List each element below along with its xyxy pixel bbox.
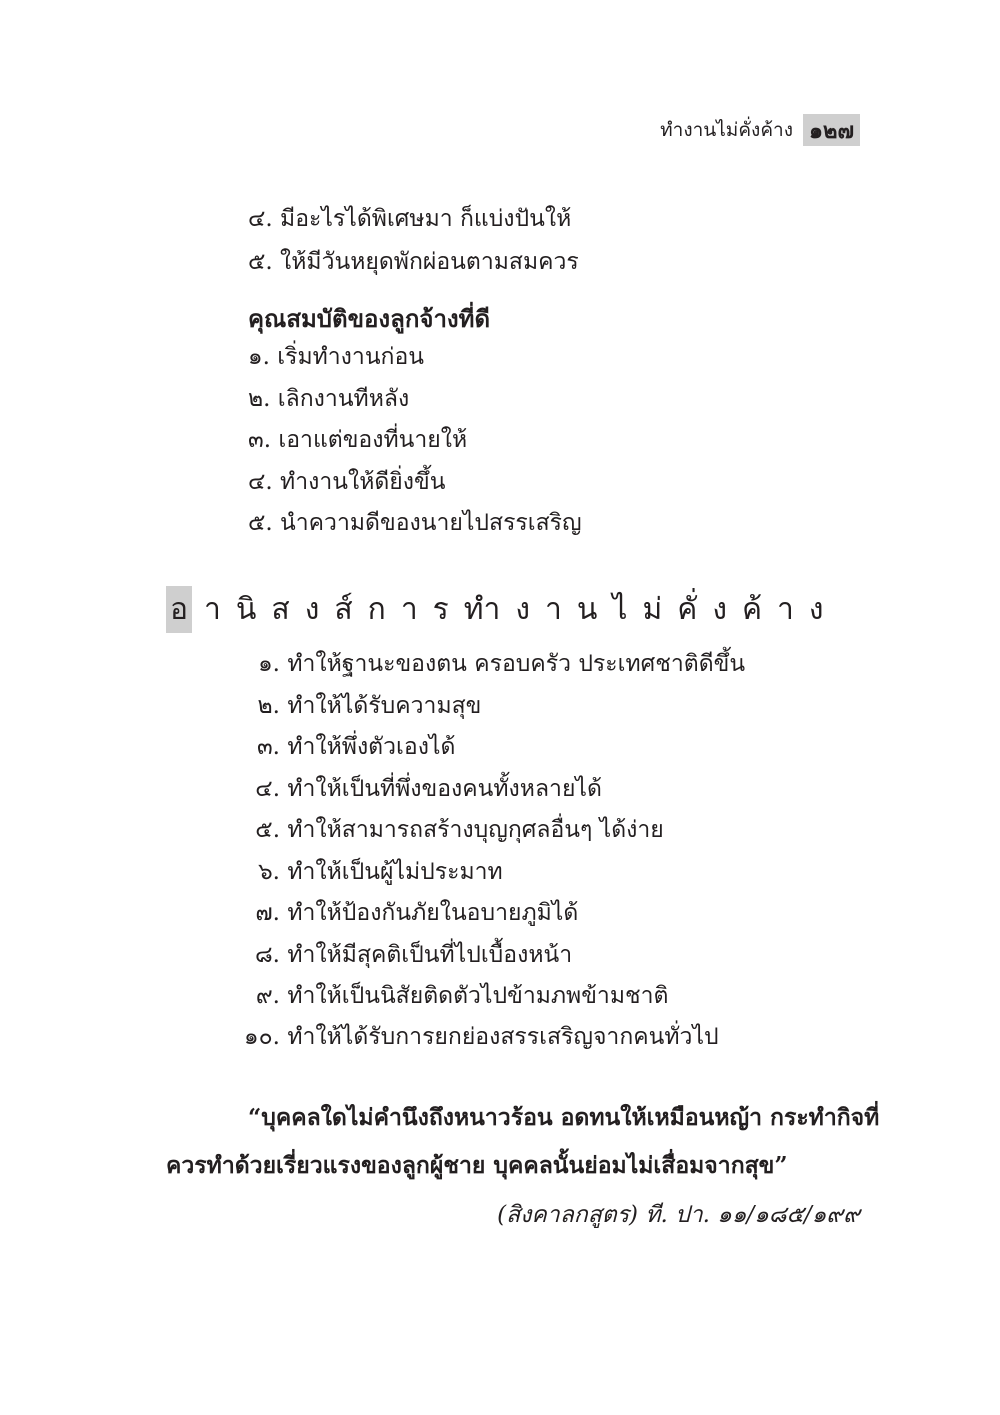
item-text: ทำให้ได้รับความสุข [287, 693, 482, 719]
running-title: ทำงานไม่คั่งค้าง [660, 119, 793, 141]
item-number: ๕. [255, 817, 280, 843]
item-number: ๑. [258, 651, 280, 677]
list-item [248, 336, 424, 378]
section-title [166, 586, 839, 632]
item-number: ๕. [248, 510, 273, 536]
item-text: ทำให้เป็นนิสัยติดตัวไปข้ามภพข้ามชาติ [287, 983, 669, 1009]
list-item [240, 892, 578, 934]
list-item [248, 198, 571, 240]
item-number: ๒. [248, 386, 271, 412]
list-item [248, 461, 445, 503]
item-text: ทำให้ได้รับการยกย่องสรรเสริญจากคนทั่วไป [287, 1024, 719, 1050]
item-number: ๔. [248, 469, 273, 495]
list-item [240, 809, 664, 851]
item-text: เลิกงานทีหลัง [277, 386, 410, 412]
item-number: ๕. [248, 249, 273, 275]
item-number: ๑. [248, 344, 270, 370]
page-number: ๑๒๗ [803, 114, 860, 146]
item-number: ๓. [256, 734, 280, 760]
quote-block [166, 1094, 880, 1190]
list-item [240, 685, 481, 727]
list-item [240, 1016, 719, 1058]
list-item [248, 419, 467, 461]
list-item [240, 768, 602, 810]
list-item [240, 726, 455, 768]
item-number: ๖. [258, 859, 280, 885]
list-item [240, 643, 745, 685]
item-text: มีอะไรได้พิเศษมา ก็แบ่งปันให้ [280, 206, 572, 232]
page-header [660, 114, 860, 146]
item-text: ทำให้เป็นผู้ไม่ประมาท [287, 859, 503, 885]
item-text: นำความดีของนายไปสรรเสริญ [280, 510, 582, 536]
quote-line: “บุคคลใดไม่คำนึงถึงหนาวร้อน อดทนให้เหมือนหญ้า กระทำกิจที่ [248, 1104, 880, 1131]
section-title-text: านิสงส์การทำงานไม่คั่งค้าง [204, 591, 839, 627]
item-text: เอาแต่ของที่นายให้ [278, 427, 468, 453]
list-item [248, 378, 409, 420]
employee-qualities-heading: คุณสมบัติของลูกจ้างที่ดี [248, 304, 491, 333]
item-text: ให้มีวันหยุดพักผ่อนตามสมควร [280, 249, 579, 275]
item-number: ๓. [248, 427, 272, 453]
quote-line: ควรทำด้วยเรี่ยวแรงของลูกผู้ชาย บุคคลนั้นย่อมไม่เสื่อมจากสุข” [166, 1152, 788, 1179]
item-text: ทำให้เป็นที่พึ่งของคนทั้งหลายได้ [287, 776, 602, 802]
item-number: ๔. [248, 206, 273, 232]
list-item [240, 851, 503, 893]
item-number: ๒. [257, 693, 280, 719]
item-text: ทำให้ป้องกันภัยในอบายภูมิได้ [287, 900, 579, 926]
item-number: ๗. [255, 900, 280, 926]
list-item [240, 975, 668, 1017]
section-title-initial: อ [166, 586, 192, 633]
item-number: ๑๐. [244, 1024, 280, 1050]
item-text: ทำให้มีสุคติเป็นที่ไปเบื้องหน้า [287, 942, 573, 968]
item-text: ทำงานให้ดียิ่งขึ้น [280, 469, 446, 495]
item-number: ๘. [254, 942, 280, 968]
list-item [240, 934, 572, 976]
citation: (สิงคาลกสูตร) ที. ปา. ๑๑/๑๘๕/๑๙๙ [497, 1202, 860, 1228]
item-text: ทำให้ฐานะของตน ครอบครัว ประเทศชาติดีขึ้น [287, 651, 746, 677]
list-item [248, 502, 582, 544]
item-number: ๙. [255, 983, 280, 1009]
item-text: เริ่มทำงานก่อน [277, 344, 425, 370]
item-number: ๔. [255, 776, 280, 802]
item-text: ทำให้สามารถสร้างบุญกุศลอื่นๆ ได้ง่าย [287, 817, 664, 843]
item-text: ทำให้พึ่งตัวเองได้ [287, 734, 456, 760]
list-item [248, 241, 579, 283]
